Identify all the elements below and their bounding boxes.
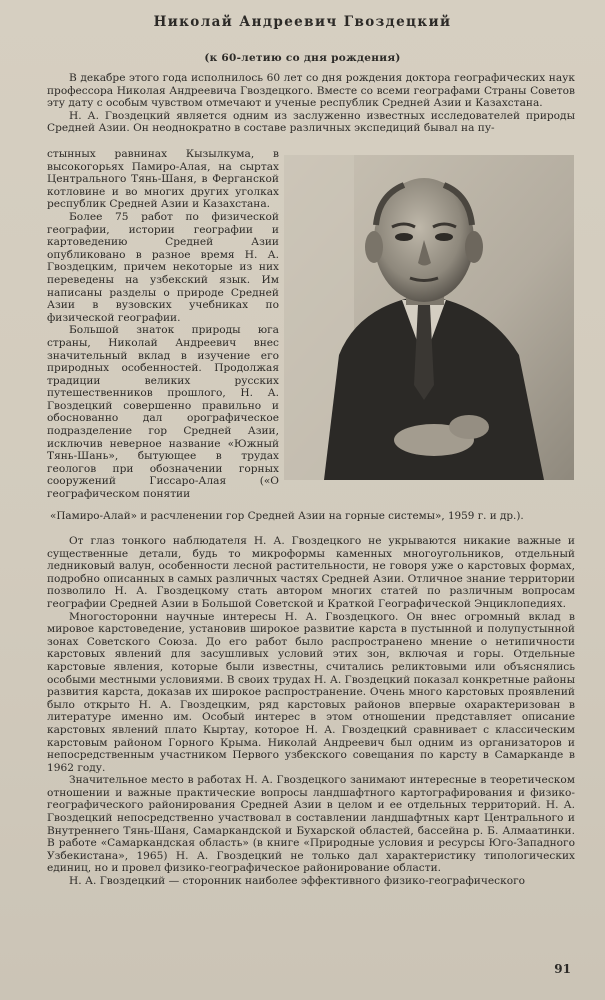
article-title: Николай Андреевич Гвоздецкий	[153, 14, 452, 30]
paragraph: Более 75 работ по физической географии, истории географии и картоведению Средней Азии опубликовано в разное время Н. А. Гвоздецким, причем некоторые из них переведены на узбекский язык. Им написаны разделы о природе Средней Азии в вузовских учебниках по физической географии.	[47, 210, 279, 324]
portrait-photo	[284, 155, 574, 480]
paragraph: Н. А. Гвоздецкий — сторонник наиболее эффективного физико-географического	[69, 875, 526, 888]
portrait-image	[284, 155, 574, 480]
page-number: 91	[554, 962, 571, 976]
paragraph: Большой знаток природы юга страны, Николай Андреевич внес значительный вклад в изучение его природных особенностей. Продолжая традиции великих русских путешественников прошлого, Н. А. Гвоздецкий совершенно правильно и обоснованно дал орографическое подразделение гор Средней Азии, исключив неверное название «Южный Тянь-Шань», бытующее в трудах геологов при обозначении горных сооружений Гиссаро-Алая («О географическом понятии	[47, 324, 279, 501]
intro-text	[47, 72, 575, 135]
left-column-text	[47, 148, 279, 501]
continued-text: «Памиро-Алай» и расчленении гор Средней Азии на горные системы», 1959 г. и др.).	[50, 510, 524, 522]
paragraph: стынных равнинах Кызылкума, в высокогорьях Памиро-Алая, на сыртах Центрального Тянь-Шаня, в Ферганской котловине и во многих других уголках республик Средней Азии и Казахстана.	[47, 148, 279, 211]
paragraph: Значительное место в работах Н. А. Гвоздецкого занимают интересные в теоретическом отношении и важные практические вопросы ландшафтного картографирования и физико-географического районирования Средней Азии в целом и ее отдельных территорий. Н. А. Гвоздецкий непосредственно участвовал в составлении ландшафтных карт Центрального и Внутреннего Тянь-Шаня, Самаркандской и Бухарской областей, бассейна р. Б. Алмаатинки. В работе «Самаркандская область» (в книге «Природные условия и ресурсы Юго-Западного Узбекистана», 1965) Н. А. Гвоздецкий не только дал характеристику типологических единиц, но и провел физико-географическое районирование области.	[47, 774, 575, 875]
main-text	[47, 535, 575, 888]
paragraph: Н. А. Гвоздецкий является одним из заслуженно известных исследователей природы Средней Азии. Он неоднократно в составе различных экспедиций бывал на пу-	[47, 109, 575, 135]
paragraph: Многосторонни научные интересы Н. А. Гвоздецкого. Он внес огромный вклад в мировое карстоведение, установив широкое развитие карста в пустынной и полупустынной зонах Советского Союза. До его работ было распространено мнение о нетипичности карстовых явлений для засушливых условий этих зон, включая и горы. Отдельные карстовые явления, которые были известны, считались реликтовыми или объяснялись особыми местными условиями. В своих трудах Н. А. Гвоздецкий показал конкретные районы развития карста, доказав их широкое распространение. Очень много карстовых проявлений было открыто Н. А. Гвоздецким, ряд карстовых районов впервые охарактеризован в литературе именно им. Особый интерес в этом отношении представляет описание карстовых явлений плато Кыртау, которое Н. А. Гвоздецкий сравнивает с классическим карстовым районом Горного Крыма. Николай Андреевич был одним из организаторов и непосредственным участником Первого узбекского совещания по карсту в Самарканде в 1962 году.	[47, 610, 575, 774]
paragraph: От глаз тонкого наблюдателя Н. А. Гвоздецкого не укрываются никакие важные и существенные детали, будь то микроформы каменных многоугольников, отдельный ледниковый валун, особенности лесной растительности, не говоря уже о карстовых формах, подробно описанных в самых различных частях Средней Азии. Отличное знание территории позволило Н. А. Гвоздецкому стать автором многих статей по различным вопросам географии Средней Азии в Большой Советской и Краткой Географической Энциклопедиях.	[47, 535, 575, 610]
paragraph: В декабре этого года исполнилось 60 лет со дня рождения доктора географических наук профессора Николая Андреевича Гвоздецкого. Вместе со всеми географами Страны Советов эту дату с особым чувством отмечают и ученые республик Средней Азии и Казахстана.	[47, 72, 575, 110]
article-subtitle: (к 60-летию со дня рождения)	[204, 52, 401, 64]
